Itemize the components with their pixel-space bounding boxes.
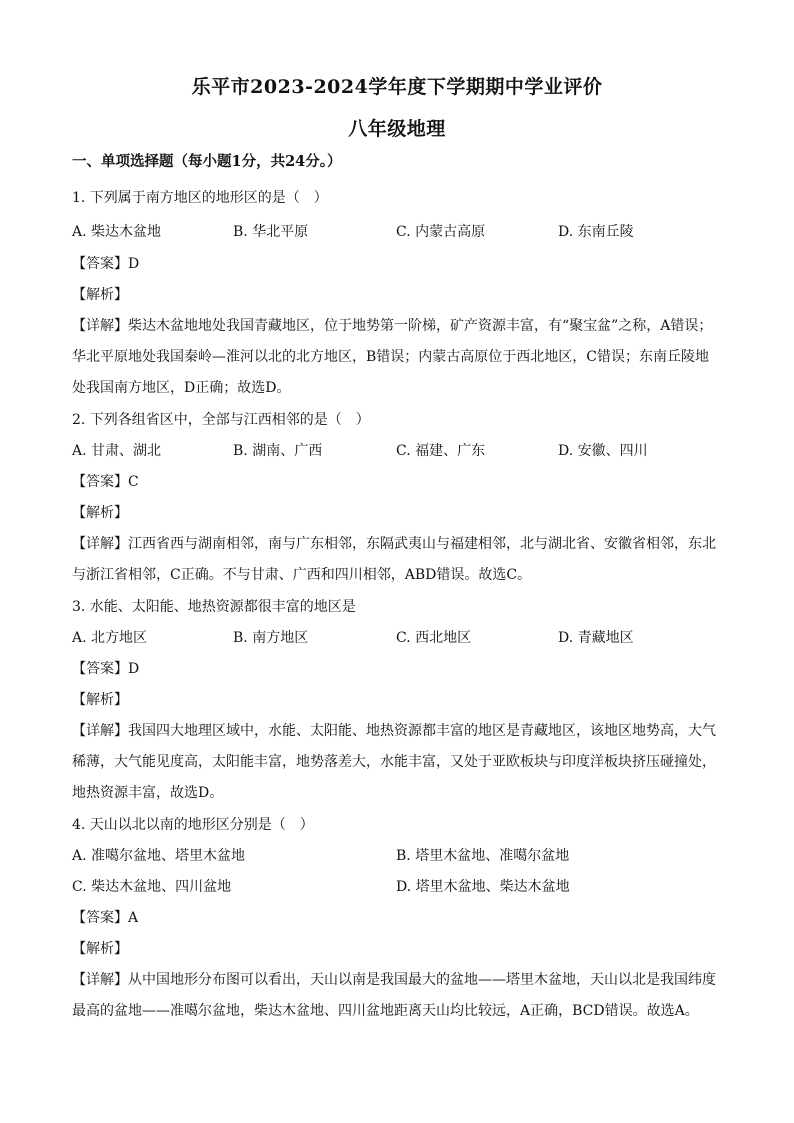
- detail-line: 与浙江省相邻，C正确。不与甘肃、广西和四川相邻，ABD错误。故选C。: [72, 567, 532, 583]
- detail-line: 【详解】从中国地形分布图可以看出，天山以南是我国最大的盆地——塔里木盆地，天山以北是我国纬度: [72, 972, 716, 988]
- option-a: A. 准噶尔盆地、塔里木盆地: [72, 848, 246, 864]
- analysis-label: 【解析】: [72, 941, 128, 957]
- analysis-label: 【解析】: [72, 692, 128, 708]
- analysis-label: 【解析】: [72, 287, 128, 303]
- option-a: A. 甘肃、湖北: [72, 443, 162, 459]
- option-d: D. 东南丘陵: [558, 224, 634, 240]
- option-b: B. 华北平原: [233, 224, 309, 240]
- question-stem: 2. 下列各组省区中，全部与江西相邻的是（ ）: [72, 412, 370, 428]
- question-stem: 3. 水能、太阳能、地热资源都很丰富的地区是: [72, 599, 356, 615]
- option-c: C. 内蒙古高原: [396, 224, 486, 240]
- option-a: A. 柴达木盆地: [72, 224, 162, 240]
- detail-line: 【详解】柴达木盆地地处我国青藏地区，位于地势第一阶梯，矿产资源丰富，有“聚宝盆”之称，A错误；: [72, 318, 713, 334]
- section-heading: 一、单项选择题（每小题1分，共24分。）: [72, 153, 342, 170]
- document-title: 乐平市2023-2024学年度下学期期中学业评价: [191, 76, 603, 98]
- answer-line: 【答案】D: [72, 256, 140, 272]
- answer-line: 【答案】A: [72, 910, 139, 926]
- option-b: B. 湖南、广西: [233, 443, 323, 459]
- option-c: C. 福建、广东: [396, 443, 486, 459]
- option-b: B. 南方地区: [233, 630, 309, 646]
- option-c: C. 柴达木盆地、四川盆地: [72, 879, 232, 895]
- detail-line: 【详解】江西省西与湖南相邻，南与广东相邻，东隔武夷山与福建相邻，北与湖北省、安徽省相邻，东北: [72, 536, 716, 552]
- document-subtitle: 八年级地理: [348, 118, 446, 140]
- option-d: D. 塔里木盆地、柴达木盆地: [396, 879, 570, 895]
- detail-line: 稀薄，大气能见度高，太阳能丰富，地势落差大，水能丰富，又处于亚欧板块与印度洋板块挤压碰撞处，: [72, 754, 716, 770]
- detail-line: 【详解】我国四大地理区域中，水能、太阳能、地热资源都丰富的地区是青藏地区，该地区地势高，大气: [72, 723, 716, 739]
- answer-line: 【答案】D: [72, 661, 140, 677]
- option-d: D. 安徽、四川: [558, 443, 648, 459]
- detail-line: 处我国南方地区，D正确；故选D。: [72, 380, 291, 396]
- answer-line: 【答案】C: [72, 474, 139, 490]
- detail-line: 地热资源丰富，故选D。: [72, 785, 224, 801]
- option-d: D. 青藏地区: [558, 630, 634, 646]
- detail-line: 最高的盆地——准噶尔盆地，柴达木盆地、四川盆地距离天山均比较远，A正确，BCD错误。故选A。: [72, 1003, 699, 1019]
- question-stem: 4. 天山以北以南的地形区分别是（ ）: [72, 817, 314, 833]
- analysis-label: 【解析】: [72, 505, 128, 521]
- option-a: A. 北方地区: [72, 630, 148, 646]
- question-stem: 1. 下列属于南方地区的地形区的是（ ）: [72, 190, 328, 206]
- option-c: C. 西北地区: [396, 630, 472, 646]
- option-b: B. 塔里木盆地、准噶尔盆地: [396, 848, 570, 864]
- detail-line: 华北平原地处我国秦岭—淮河以北的北方地区，B错误；内蒙古高原位于西北地区，C错误；东南丘陵地: [72, 349, 709, 365]
